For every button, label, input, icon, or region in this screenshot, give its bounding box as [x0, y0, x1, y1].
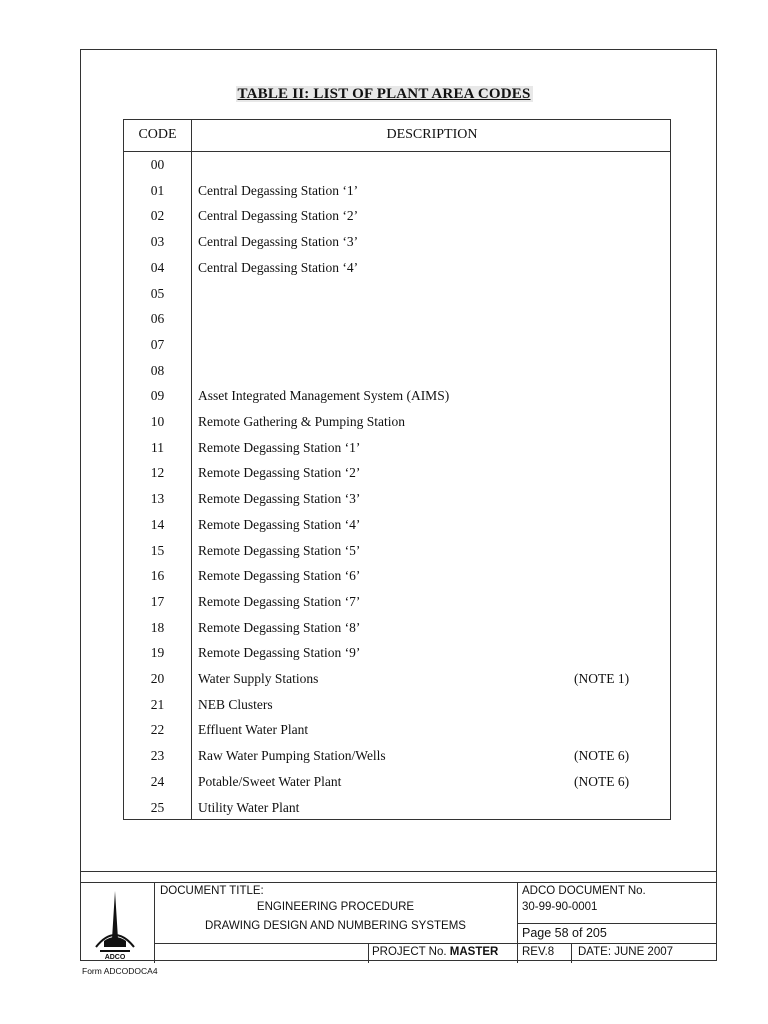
- table-row: [124, 286, 672, 306]
- logo-text: ADCO: [104, 954, 126, 961]
- row-code: 09: [150, 388, 165, 404]
- table-row: [124, 543, 672, 563]
- table-row: [124, 491, 672, 511]
- table-row: [124, 748, 672, 768]
- page-title: TABLE II: LIST OF PLANT AREA CODES: [237, 86, 531, 102]
- row-description: Remote Degassing Station ‘4’: [198, 516, 361, 532]
- table-row: [124, 774, 672, 794]
- table-row: [124, 363, 672, 383]
- table-row: [124, 594, 672, 614]
- row-code: 05: [150, 285, 165, 301]
- row-code: 00: [150, 157, 165, 172]
- project-label: PROJECT No.: [372, 946, 447, 958]
- row-code: 13: [150, 491, 165, 507]
- document-footer: [80, 871, 717, 962]
- table-row: [124, 517, 672, 537]
- row-description: Central Degassing Station ‘1’: [198, 182, 359, 198]
- table-row: [124, 157, 672, 177]
- row-code: 21: [150, 696, 165, 712]
- row-code: 08: [150, 362, 165, 378]
- table-row: [124, 414, 672, 434]
- row-description: Raw Water Pumping Station/Wells: [198, 748, 386, 764]
- header-divider: [124, 151, 670, 152]
- row-description: Remote Degassing Station ‘2’: [198, 465, 361, 481]
- table-row: [124, 671, 672, 691]
- row-description: Remote Gathering & Pumping Station: [198, 414, 405, 429]
- table-row: [124, 234, 672, 254]
- table-row: [124, 337, 672, 357]
- row-note: (NOTE 6): [574, 748, 630, 764]
- row-code: 24: [150, 773, 165, 789]
- row-description: Effluent Water Plant: [198, 722, 309, 738]
- row-description: Water Supply Stations: [198, 671, 319, 686]
- table-row: [124, 440, 672, 460]
- form-label: Form ADCODOCA4: [82, 966, 158, 976]
- table-row: [124, 800, 672, 820]
- row-note: (NOTE 1): [574, 671, 630, 686]
- plant-area-codes-table: [123, 119, 671, 820]
- row-code: 14: [150, 516, 165, 532]
- table-row: [124, 722, 672, 742]
- document-title-line2: DRAWING DESIGN AND NUMBERING SYSTEMS: [205, 920, 466, 932]
- row-code: 03: [150, 234, 165, 250]
- table-row: [124, 311, 672, 331]
- row-description: Asset Integrated Management System (AIMS): [198, 388, 450, 404]
- row-description: Remote Degassing Station ‘1’: [198, 439, 361, 455]
- row-code: 01: [150, 182, 165, 198]
- row-description: Potable/Sweet Water Plant: [198, 773, 342, 789]
- row-description: Central Degassing Station ‘3’: [198, 234, 359, 250]
- row-description: Remote Degassing Station ‘8’: [198, 619, 361, 635]
- row-code: 19: [150, 645, 165, 661]
- row-code: 20: [150, 671, 165, 686]
- document-date: DATE: JUNE 2007: [578, 946, 674, 958]
- row-code: 23: [150, 748, 165, 764]
- row-description: Remote Degassing Station ‘7’: [198, 593, 361, 609]
- document-title-line1: ENGINEERING PROCEDURE: [256, 901, 415, 913]
- adco-document-label: ADCO DOCUMENT No.: [522, 885, 646, 897]
- table-row: [124, 388, 672, 408]
- row-note: (NOTE 6): [574, 773, 630, 789]
- project-number: [372, 946, 498, 958]
- document-title-label: DOCUMENT TITLE:: [160, 885, 264, 897]
- page-number: Page 58 of 205: [522, 926, 607, 940]
- row-description: Remote Degassing Station ‘5’: [198, 542, 361, 558]
- table-row: [124, 465, 672, 485]
- revision: REV.8: [522, 946, 555, 958]
- row-code: 17: [150, 593, 165, 609]
- row-code: 07: [150, 336, 165, 352]
- row-code: 15: [150, 542, 165, 558]
- row-description: NEB Clusters: [198, 696, 273, 712]
- row-code: 02: [150, 208, 165, 224]
- row-code: 22: [150, 722, 165, 738]
- row-code: 18: [150, 619, 165, 635]
- table-row: [124, 260, 672, 280]
- title-block: [80, 882, 717, 962]
- row-code: 06: [150, 311, 165, 327]
- row-code: 10: [150, 414, 165, 429]
- footer-divider: [154, 943, 717, 944]
- table-row: [124, 183, 672, 203]
- header-description: DESCRIPTION: [386, 127, 478, 142]
- footer-divider: [517, 923, 717, 924]
- row-code: 25: [150, 799, 165, 815]
- footer-divider: [571, 943, 572, 963]
- adco-logo-icon: [88, 889, 142, 961]
- row-code: 16: [150, 568, 165, 584]
- table-row: [124, 697, 672, 717]
- row-code: 12: [150, 465, 165, 481]
- row-description: Remote Degassing Station ‘6’: [198, 568, 361, 584]
- row-description: Utility Water Plant: [198, 799, 300, 815]
- row-description: Central Degassing Station ‘4’: [198, 259, 359, 275]
- row-description: Remote Degassing Station ‘9’: [198, 645, 361, 661]
- table-row: [124, 620, 672, 640]
- row-description: Remote Degassing Station ‘3’: [198, 491, 361, 507]
- row-code: 04: [150, 259, 165, 275]
- header-code: CODE: [138, 127, 177, 142]
- table-row: [124, 568, 672, 588]
- footer-divider: [368, 943, 369, 963]
- project-value: MASTER: [449, 946, 499, 958]
- row-description: Central Degassing Station ‘2’: [198, 208, 359, 224]
- table-row: [124, 208, 672, 228]
- row-code: 11: [151, 439, 164, 455]
- adco-document-number: 30-99-90-0001: [522, 901, 598, 913]
- table-row: [124, 645, 672, 665]
